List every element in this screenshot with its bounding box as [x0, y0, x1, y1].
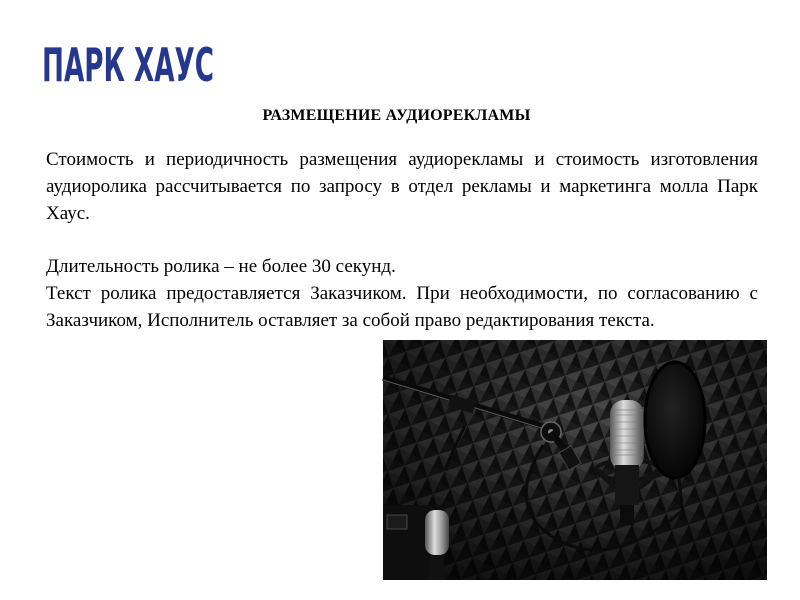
park-house-logo: [42, 37, 222, 92]
studio-equipment: [383, 505, 449, 580]
paragraph-duration: Длительность ролика – не более 30 секунд.: [46, 256, 396, 277]
paragraph-cost: Стоимость и периодичность размещения аудиорекламы и стоимость изготовления аудиоролика рассчитывается по запросу в отдел рекламы и маркетинга молла Парк Хаус.: [46, 149, 758, 224]
logo-text: ПАРК ХАУС: [42, 38, 214, 92]
page-title: РАЗМЕЩЕНИЕ АУДИОРЕКЛАМЫ: [262, 107, 531, 124]
studio-microphone-photo: [383, 340, 767, 580]
paragraph-text-provision: Текст ролика предоставляется Заказчиком. При необходимости, по согласованию с Заказчиком, Исполнитель оставляет за собой право редактирования текста.: [46, 283, 758, 331]
